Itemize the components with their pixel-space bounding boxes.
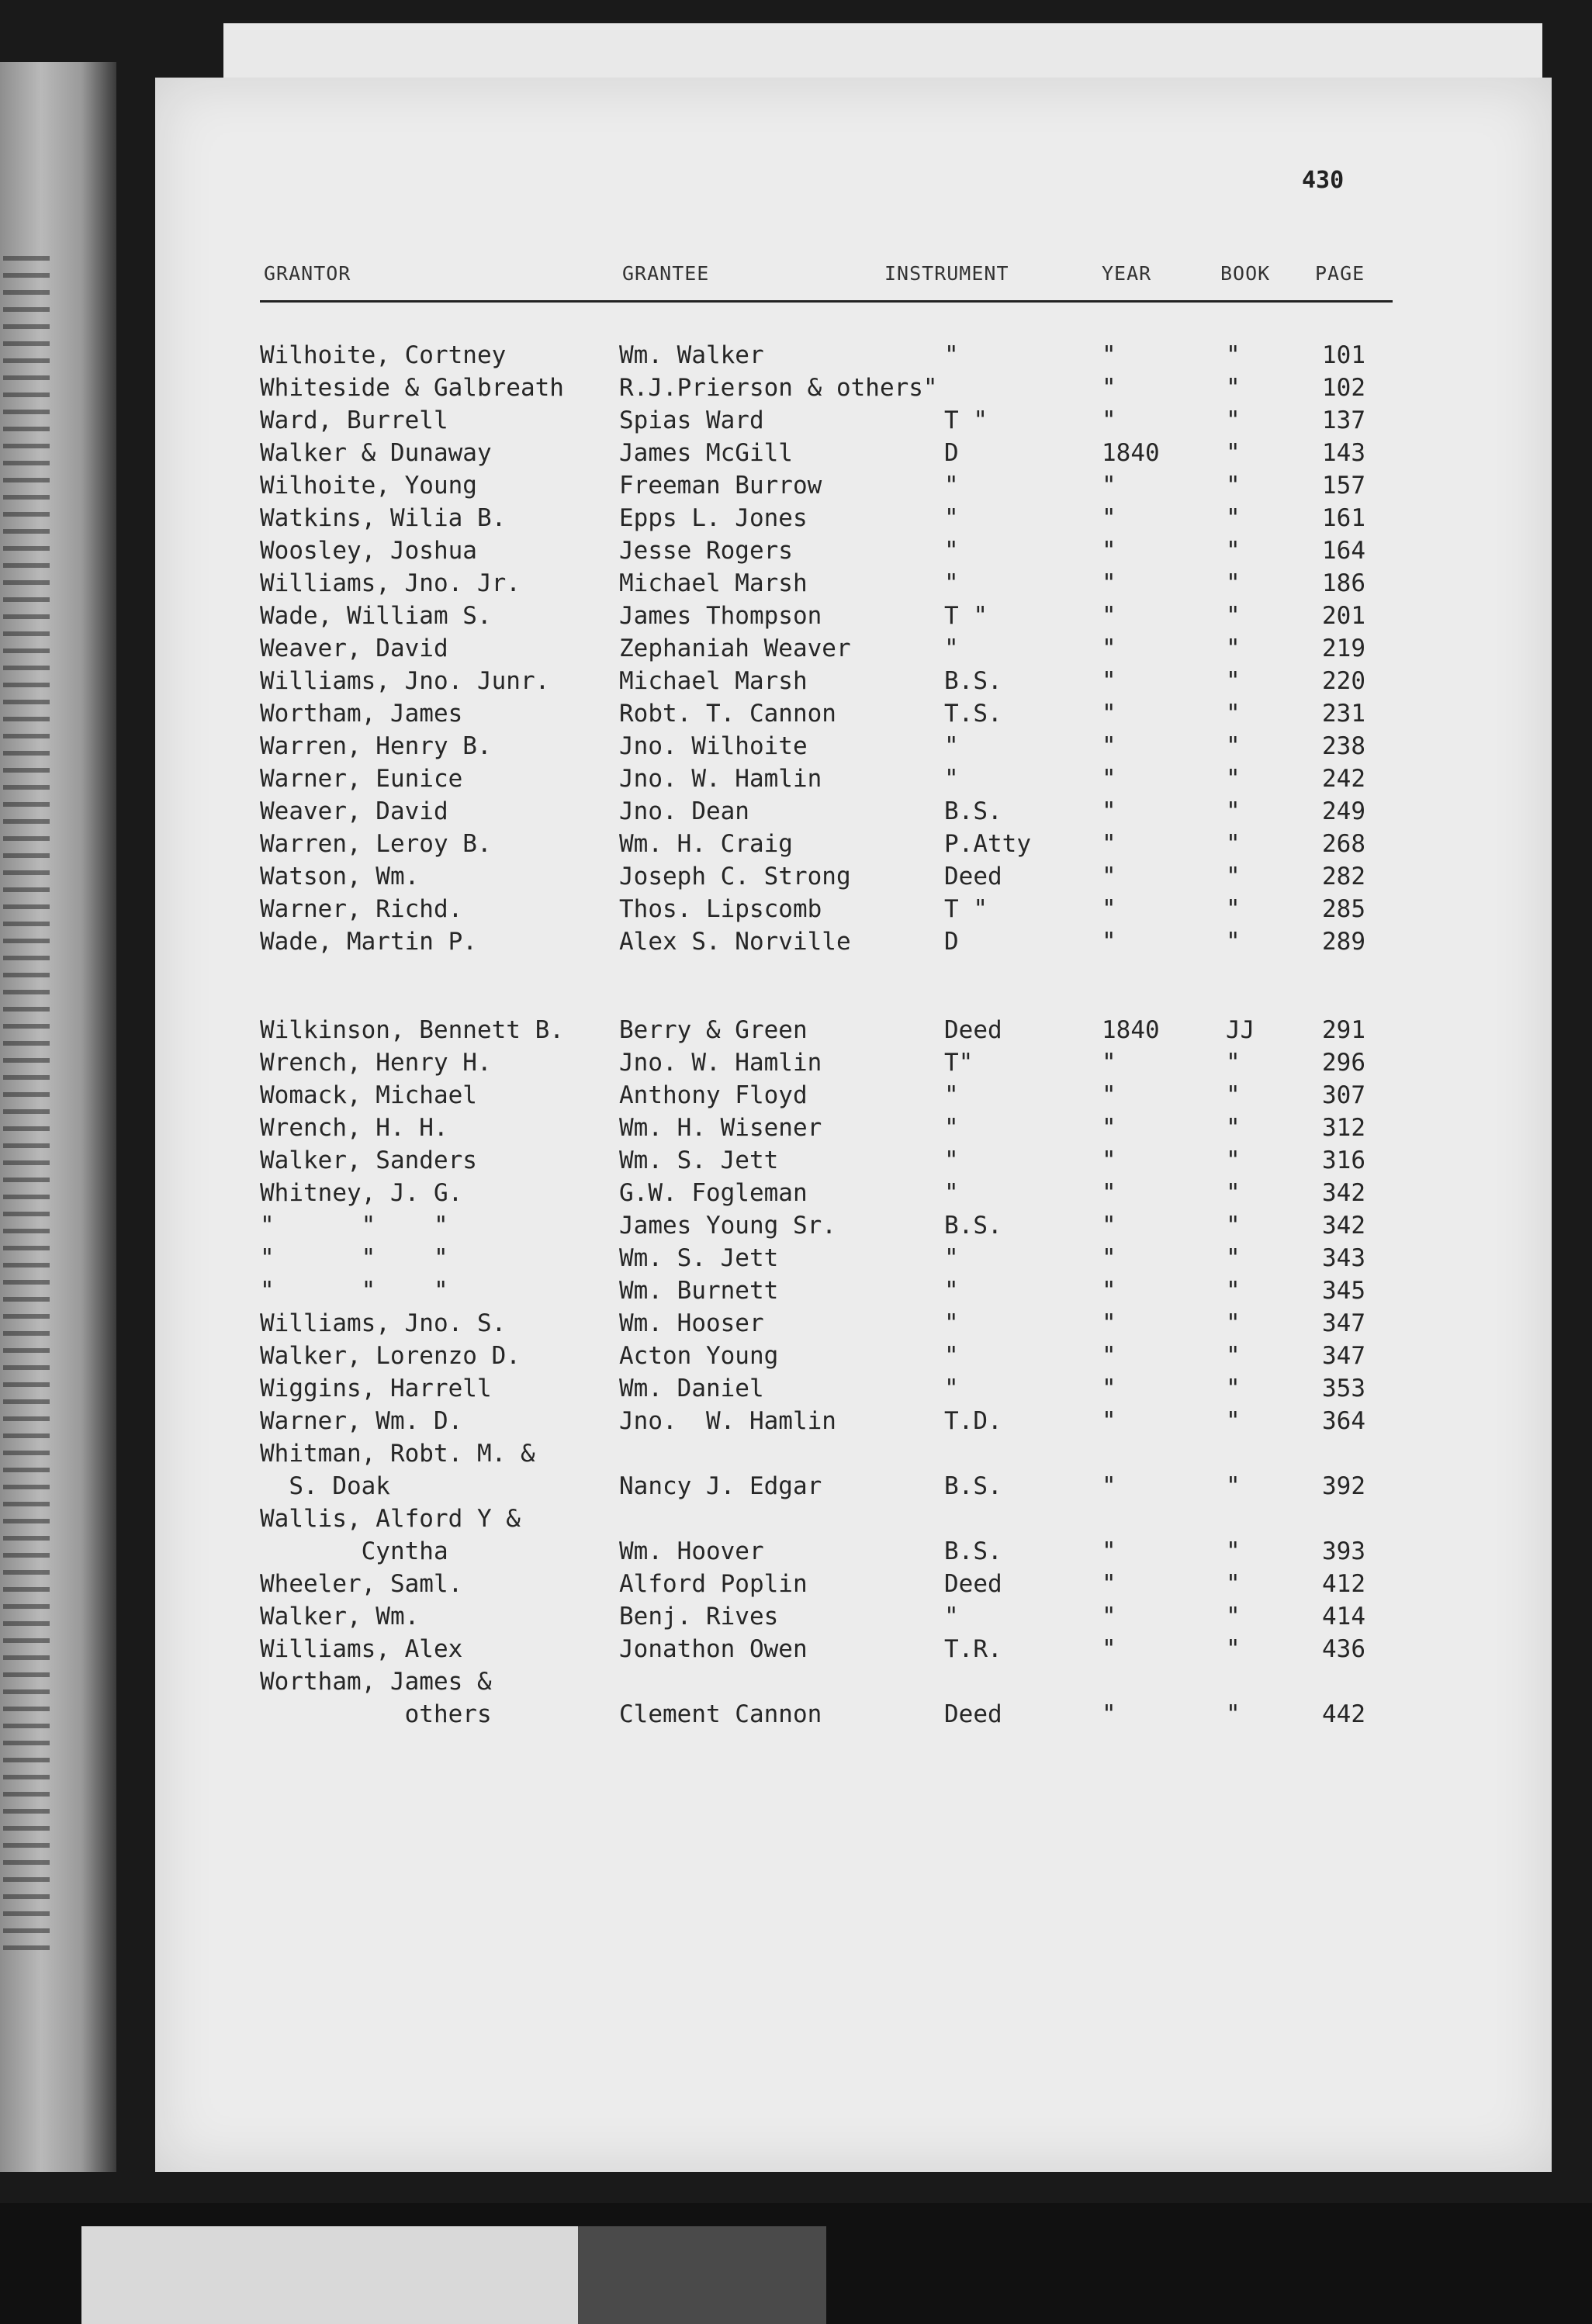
record-instrument: B.S. <box>944 1472 1002 1500</box>
record-instrument: B.S. <box>944 797 1002 825</box>
record-instrument: B.S. <box>944 1212 1002 1240</box>
record-book: " <box>1226 1049 1241 1077</box>
record-grantee: Epps L. Jones <box>619 504 808 532</box>
record-grantee: Wm. Burnett <box>619 1277 779 1305</box>
record-year: " <box>1102 1179 1116 1207</box>
record-book: " <box>1226 635 1241 662</box>
record-grantor: Williams, Jno. Junr. <box>260 667 550 695</box>
record-instrument: " <box>944 765 959 793</box>
record-year: " <box>1102 406 1116 434</box>
record-grantee: Nancy J. Edgar <box>619 1472 822 1500</box>
record-year: " <box>1102 1603 1116 1631</box>
record-instrument: D <box>944 928 959 956</box>
record-instrument: Deed <box>944 1700 1002 1728</box>
record-grantor: Womack, Michael <box>260 1081 477 1109</box>
record-year: " <box>1102 1375 1116 1402</box>
record-instrument: B.S. <box>944 667 1002 695</box>
record-year: " <box>1102 1537 1116 1565</box>
record-book: " <box>1226 765 1241 793</box>
header-year: YEAR <box>1102 262 1152 285</box>
record-grantor: Woosley, Joshua <box>260 537 477 565</box>
record-page: 345 <box>1322 1277 1365 1305</box>
record-instrument: " <box>944 504 959 532</box>
record-year: " <box>1102 374 1116 402</box>
record-page: 219 <box>1322 635 1365 662</box>
scanner-bed-grey-area <box>578 2226 826 2324</box>
record-year: " <box>1102 895 1116 923</box>
record-page: 342 <box>1322 1212 1365 1240</box>
record-grantee: Freeman Burrow <box>619 472 822 500</box>
record-grantor: Wade, William S. <box>260 602 492 630</box>
record-instrument: T.R. <box>944 1635 1002 1663</box>
record-page: 343 <box>1322 1244 1365 1272</box>
record-grantee: Jno. W. Hamlin <box>619 1407 836 1435</box>
record-page: 101 <box>1322 341 1365 369</box>
record-instrument: " <box>944 537 959 565</box>
record-page: 242 <box>1322 765 1365 793</box>
record-book: " <box>1226 1603 1241 1631</box>
header-grantor: GRANTOR <box>264 262 351 285</box>
record-grantee: G.W. Fogleman <box>619 1179 808 1207</box>
record-year: " <box>1102 1570 1116 1598</box>
record-page: 161 <box>1322 504 1365 532</box>
record-instrument: T " <box>944 406 988 434</box>
record-year: " <box>1102 700 1116 728</box>
record-grantee: Wm. Hooser <box>619 1309 764 1337</box>
record-book: " <box>1226 1537 1241 1565</box>
record-grantee: Jno. W. Hamlin <box>619 1049 822 1077</box>
record-page: 347 <box>1322 1309 1365 1337</box>
record-instrument: " <box>944 1114 959 1142</box>
record-grantor: Whitney, J. G. <box>260 1179 463 1207</box>
record-grantee: Wm. S. Jett <box>619 1146 779 1174</box>
record-page: 347 <box>1322 1342 1365 1370</box>
record-grantee: Benj. Rives <box>619 1603 779 1631</box>
record-instrument: T " <box>944 895 988 923</box>
record-year: " <box>1102 504 1116 532</box>
record-instrument: " <box>944 1277 959 1305</box>
record-page: 342 <box>1322 1179 1365 1207</box>
record-page: 186 <box>1322 569 1365 597</box>
record-instrument: " <box>944 1375 959 1402</box>
record-grantor: Walker, Sanders <box>260 1146 477 1174</box>
record-book: " <box>1226 1146 1241 1174</box>
record-instrument: " <box>944 1309 959 1337</box>
record-grantor: Weaver, David <box>260 635 448 662</box>
record-instrument: Deed <box>944 1570 1002 1598</box>
record-grantor: " " " <box>260 1277 448 1305</box>
record-page: 282 <box>1322 863 1365 891</box>
record-page: 442 <box>1322 1700 1365 1728</box>
record-grantee: Jesse Rogers <box>619 537 793 565</box>
record-grantee: Jonathon Owen <box>619 1635 808 1663</box>
record-book: " <box>1226 1081 1241 1109</box>
record-page: 157 <box>1322 472 1365 500</box>
record-grantee: Michael Marsh <box>619 569 808 597</box>
record-year: " <box>1102 1212 1116 1240</box>
record-grantee: Jno. Wilhoite <box>619 732 808 760</box>
record-grantor: Williams, Alex <box>260 1635 463 1663</box>
record-instrument: " <box>944 1244 959 1272</box>
record-page: 296 <box>1322 1049 1365 1077</box>
record-book: " <box>1226 700 1241 728</box>
record-book: " <box>1226 1277 1241 1305</box>
record-page: 238 <box>1322 732 1365 760</box>
record-year: " <box>1102 472 1116 500</box>
record-grantee: Berry & Green <box>619 1016 808 1044</box>
record-page: 249 <box>1322 797 1365 825</box>
record-instrument: T.D. <box>944 1407 1002 1435</box>
record-grantee: Alex S. Norville <box>619 928 851 956</box>
record-book: " <box>1226 895 1241 923</box>
record-year: " <box>1102 1472 1116 1500</box>
record-year: " <box>1102 1114 1116 1142</box>
record-grantee: Wm. H. Wisener <box>619 1114 822 1142</box>
record-book: " <box>1226 1342 1241 1370</box>
record-grantee: Wm. Daniel <box>619 1375 764 1402</box>
record-grantor: Walker, Wm. <box>260 1603 420 1631</box>
record-page: 436 <box>1322 1635 1365 1663</box>
record-book: " <box>1226 1570 1241 1598</box>
record-grantor: Wade, Martin P. <box>260 928 477 956</box>
record-year: " <box>1102 602 1116 630</box>
page-number: 430 <box>1302 167 1345 194</box>
record-year: " <box>1102 667 1116 695</box>
record-grantor: Wilhoite, Cortney <box>260 341 507 369</box>
record-instrument: Deed <box>944 1016 1002 1044</box>
record-book: " <box>1226 472 1241 500</box>
record-grantor: Whitman, Robt. M. & <box>260 1440 535 1468</box>
record-grantor: Warren, Henry B. <box>260 732 492 760</box>
record-book: " <box>1226 863 1241 891</box>
record-grantor: Wallis, Alford Y & <box>260 1505 521 1533</box>
record-grantee: R.J.Prierson & others" <box>619 374 938 402</box>
record-grantor: Wilkinson, Bennett B. <box>260 1016 564 1044</box>
record-page: 289 <box>1322 928 1365 956</box>
record-instrument: " <box>944 1179 959 1207</box>
record-book: " <box>1226 1407 1241 1435</box>
record-year: " <box>1102 1309 1116 1337</box>
record-grantor: Wilhoite, Young <box>260 472 477 500</box>
book-binding-edge <box>0 62 116 2172</box>
record-grantor: Ward, Burrell <box>260 406 448 434</box>
record-page: 392 <box>1322 1472 1365 1500</box>
record-year: " <box>1102 1635 1116 1663</box>
record-page: 393 <box>1322 1537 1365 1565</box>
record-instrument: " <box>944 1081 959 1109</box>
record-grantor: Cyntha <box>260 1537 448 1565</box>
record-year: " <box>1102 797 1116 825</box>
record-page: 268 <box>1322 830 1365 858</box>
record-instrument: " <box>944 1342 959 1370</box>
record-grantee: Michael Marsh <box>619 667 808 695</box>
record-grantee: Clement Cannon <box>619 1700 822 1728</box>
record-grantee: James Thompson <box>619 602 822 630</box>
record-instrument: " <box>944 472 959 500</box>
record-grantee: Wm. Hoover <box>619 1537 764 1565</box>
record-book: " <box>1226 1244 1241 1272</box>
header-book: BOOK <box>1220 262 1271 285</box>
record-book: " <box>1226 406 1241 434</box>
record-year: " <box>1102 863 1116 891</box>
record-book: " <box>1226 1635 1241 1663</box>
record-grantor: Walker, Lorenzo D. <box>260 1342 521 1370</box>
record-grantee: Wm. S. Jett <box>619 1244 779 1272</box>
record-page: 137 <box>1322 406 1365 434</box>
record-book: " <box>1226 1375 1241 1402</box>
record-grantee: Acton Young <box>619 1342 779 1370</box>
record-instrument: T " <box>944 602 988 630</box>
record-grantor: Wrench, H. H. <box>260 1114 448 1142</box>
record-year: 1840 <box>1102 439 1160 467</box>
record-grantor: Whiteside & Galbreath <box>260 374 564 402</box>
record-grantee: Spias Ward <box>619 406 764 434</box>
record-year: " <box>1102 1244 1116 1272</box>
record-grantor: " " " <box>260 1212 448 1240</box>
record-grantee: Wm. H. Craig <box>619 830 793 858</box>
record-year: " <box>1102 1146 1116 1174</box>
record-instrument: T.S. <box>944 700 1002 728</box>
record-book: " <box>1226 439 1241 467</box>
record-instrument: Deed <box>944 863 1002 891</box>
record-grantor: Warner, Richd. <box>260 895 463 923</box>
record-instrument: " <box>944 1146 959 1174</box>
record-page: 220 <box>1322 667 1365 695</box>
record-instrument: " <box>944 635 959 662</box>
record-year: " <box>1102 1049 1116 1077</box>
record-page: 102 <box>1322 374 1365 402</box>
record-grantee: James Young Sr. <box>619 1212 836 1240</box>
record-grantor: Wheeler, Saml. <box>260 1570 463 1598</box>
record-book: " <box>1226 667 1241 695</box>
record-year: " <box>1102 1407 1116 1435</box>
record-grantee: James McGill <box>619 439 793 467</box>
record-grantor: Warner, Wm. D. <box>260 1407 463 1435</box>
record-grantor: Warner, Eunice <box>260 765 463 793</box>
record-year: " <box>1102 1277 1116 1305</box>
record-page: 285 <box>1322 895 1365 923</box>
record-book: " <box>1226 1472 1241 1500</box>
record-book: " <box>1226 1212 1241 1240</box>
record-book: " <box>1226 797 1241 825</box>
record-year: " <box>1102 765 1116 793</box>
record-grantor: Wortham, James <box>260 700 463 728</box>
record-page: 316 <box>1322 1146 1365 1174</box>
record-grantee: Anthony Floyd <box>619 1081 808 1109</box>
record-year: 1840 <box>1102 1016 1160 1044</box>
record-page: 231 <box>1322 700 1365 728</box>
record-year: " <box>1102 928 1116 956</box>
record-page: 312 <box>1322 1114 1365 1142</box>
header-instrument: INSTRUMENT <box>884 262 1009 285</box>
record-grantor: Walker & Dunaway <box>260 439 492 467</box>
record-grantor: Williams, Jno. Jr. <box>260 569 521 597</box>
record-book: " <box>1226 537 1241 565</box>
record-page: 414 <box>1322 1603 1365 1631</box>
header-page: PAGE <box>1315 262 1365 285</box>
record-page: 143 <box>1322 439 1365 467</box>
record-year: " <box>1102 569 1116 597</box>
record-year: " <box>1102 732 1116 760</box>
record-grantor: Watson, Wm. <box>260 863 420 891</box>
record-year: " <box>1102 830 1116 858</box>
record-grantee: Thos. Lipscomb <box>619 895 822 923</box>
header-underline <box>260 300 1393 303</box>
record-page: 353 <box>1322 1375 1365 1402</box>
record-grantor: " " " <box>260 1244 448 1272</box>
record-book: " <box>1226 569 1241 597</box>
scanner-bed <box>0 2203 1592 2324</box>
record-book: " <box>1226 732 1241 760</box>
record-grantee: Wm. Walker <box>619 341 764 369</box>
facing-page-text-edge <box>3 256 50 1963</box>
record-grantor: others <box>260 1700 492 1728</box>
record-grantee: Jno. Dean <box>619 797 749 825</box>
record-instrument: P.Atty <box>944 830 1031 858</box>
record-year: " <box>1102 635 1116 662</box>
scanner-bed-light-area <box>81 2226 578 2324</box>
record-grantee: Robt. T. Cannon <box>619 700 836 728</box>
record-book: " <box>1226 928 1241 956</box>
record-year: " <box>1102 341 1116 369</box>
record-book: " <box>1226 602 1241 630</box>
record-year: " <box>1102 1700 1116 1728</box>
record-page: 291 <box>1322 1016 1365 1044</box>
record-book: " <box>1226 1179 1241 1207</box>
record-grantee: Jno. W. Hamlin <box>619 765 822 793</box>
record-book: " <box>1226 341 1241 369</box>
record-book: " <box>1226 1700 1241 1728</box>
record-grantor: Wortham, James & <box>260 1668 492 1696</box>
record-page: 201 <box>1322 602 1365 630</box>
record-grantor: Wiggins, Harrell <box>260 1375 492 1402</box>
record-instrument: " <box>944 341 959 369</box>
record-book: " <box>1226 504 1241 532</box>
record-instrument: D <box>944 439 959 467</box>
record-page: 364 <box>1322 1407 1365 1435</box>
record-page: 307 <box>1322 1081 1365 1109</box>
record-page: 412 <box>1322 1570 1365 1598</box>
record-year: " <box>1102 1081 1116 1109</box>
record-instrument: T" <box>944 1049 974 1077</box>
record-grantor: S. Doak <box>260 1472 390 1500</box>
record-page: 164 <box>1322 537 1365 565</box>
record-grantor: Watkins, Wilia B. <box>260 504 507 532</box>
record-book: " <box>1226 830 1241 858</box>
record-grantee: Joseph C. Strong <box>619 863 851 891</box>
record-grantee: Alford Poplin <box>619 1570 808 1598</box>
record-grantor: Wrench, Henry H. <box>260 1049 492 1077</box>
record-year: " <box>1102 1342 1116 1370</box>
record-book: " <box>1226 1309 1241 1337</box>
record-instrument: " <box>944 732 959 760</box>
record-instrument: B.S. <box>944 1537 1002 1565</box>
record-book: " <box>1226 1114 1241 1142</box>
record-instrument: " <box>944 1603 959 1631</box>
record-grantor: Weaver, David <box>260 797 448 825</box>
record-year: " <box>1102 537 1116 565</box>
record-instrument: " <box>944 569 959 597</box>
header-grantee: GRANTEE <box>622 262 710 285</box>
record-grantee: Zephaniah Weaver <box>619 635 851 662</box>
record-book: " <box>1226 374 1241 402</box>
record-book: JJ <box>1226 1016 1255 1044</box>
record-grantor: Warren, Leroy B. <box>260 830 492 858</box>
record-grantor: Williams, Jno. S. <box>260 1309 507 1337</box>
